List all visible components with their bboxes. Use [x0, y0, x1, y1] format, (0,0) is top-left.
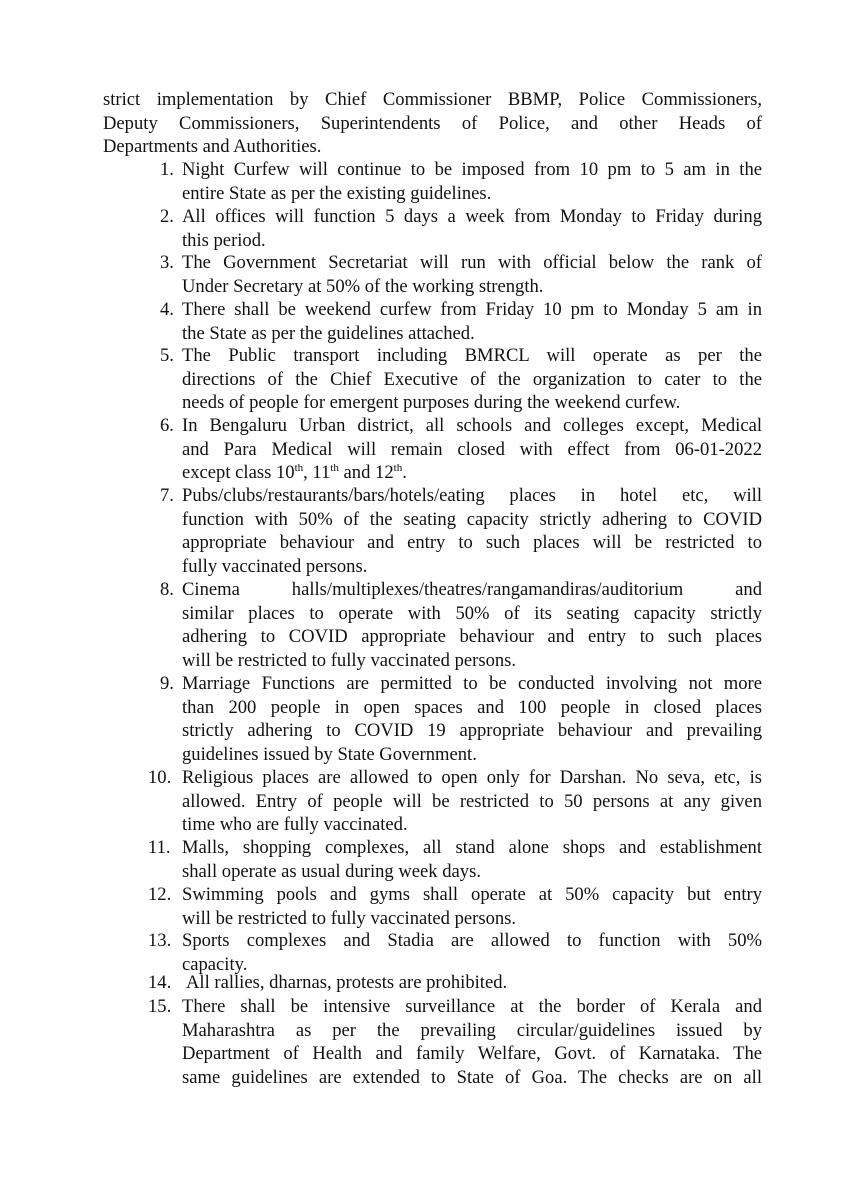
- list-item-line: Under Secretary at 50% of the working strength.: [182, 275, 544, 297]
- list-item-number: 12.: [148, 884, 172, 905]
- list-item-line: this period.: [182, 229, 266, 251]
- list-item-text: [182, 414, 762, 485]
- list-item-number: 10.: [148, 767, 172, 788]
- list-item-line: Sports complexes and Stadia are allowed to function with 50%: [182, 930, 762, 951]
- list-item-line: time who are fully vaccinated.: [182, 814, 408, 836]
- list-item-line: allowed. Entry of people will be restricted to 50 persons at any given: [182, 790, 762, 812]
- list-item-line: guidelines issued by State Government.: [182, 743, 477, 765]
- list-item-line: will be restricted to fully vaccinated persons.: [182, 649, 517, 671]
- superscript: th: [330, 462, 339, 474]
- list-item-line: Pubs/clubs/restaurants/bars/hotels/eating places in hotel etc, will: [182, 485, 762, 506]
- superscript: th: [393, 462, 403, 474]
- list-item-text: [182, 836, 762, 883]
- list-item-number: 1.: [160, 159, 174, 180]
- list-item-text: [182, 344, 762, 415]
- list-item-number: 11.: [148, 837, 171, 858]
- list-item-text: [182, 883, 762, 930]
- list-item-line: similar places to operate with 50% of its seating capacity strictly: [182, 602, 762, 624]
- list-item-line: will be restricted to fully vaccinated persons.: [182, 907, 517, 929]
- list-item-line: the State as per the guidelines attached.: [182, 322, 475, 344]
- list-item-number: 8.: [160, 579, 174, 600]
- list-item-text: [182, 158, 762, 205]
- list-item-line: adhering to COVID appropriate behaviour and entry to such places: [182, 626, 762, 648]
- list-item-line: shall operate as usual during week days.: [182, 860, 481, 882]
- list-item-number: 13.: [148, 930, 172, 951]
- class-prefix: except class 10: [182, 462, 295, 484]
- list-item-line: same guidelines are extended to State of Goa. The checks are on all: [182, 1066, 762, 1088]
- list-item-text: [182, 484, 762, 578]
- list-item-number: 5.: [160, 345, 174, 366]
- intro-paragraph: [103, 88, 762, 159]
- list-item-line: All offices will function 5 days a week from Monday to Friday during: [182, 206, 762, 227]
- list-item-text: [182, 205, 762, 252]
- list-item-number: 6.: [160, 415, 174, 436]
- list-item-line: Night Curfew will continue to be imposed from 10 pm to 5 am in the: [182, 159, 762, 180]
- list-item-line: Religious places are allowed to open only for Darshan. No seva, etc, is: [182, 767, 762, 788]
- list-item-line: and Para Medical will remain closed with effect from 06-01-2022: [182, 438, 762, 460]
- list-item-line: The Public transport including BMRCL will operate as per the: [182, 345, 762, 366]
- list-item-line: There shall be intensive surveillance at the border of Kerala and: [182, 996, 762, 1017]
- list-item-line: In Bengaluru Urban district, all schools and colleges except, Medical: [182, 415, 762, 436]
- class-mid: , 11: [303, 462, 331, 484]
- list-item-line: appropriate behaviour and entry to such places will be restricted to: [182, 532, 762, 554]
- list-item-text: [182, 672, 762, 766]
- list-item-line: All rallies, dharnas, protests are prohibited.: [186, 972, 508, 993]
- list-item-line: [182, 461, 762, 485]
- class-suffix: .: [402, 462, 407, 484]
- list-item-number: 3.: [160, 252, 174, 273]
- list-item-line: Maharashtra as per the prevailing circular/guidelines issued by: [182, 1019, 762, 1041]
- list-item-number: 15.: [148, 996, 172, 1017]
- list-item-text: [182, 995, 762, 1089]
- list-item-line: than 200 people in open spaces and 100 people in closed places: [182, 696, 762, 718]
- list-item-line: directions of the Chief Executive of the organization to cater to the: [182, 368, 762, 390]
- class-mid: and 12: [338, 462, 394, 484]
- list-item-number: 2.: [160, 206, 174, 227]
- list-item-text: [182, 929, 762, 976]
- list-item-text: [182, 578, 762, 672]
- list-item-number: 4.: [160, 299, 174, 320]
- list-item-number: 7.: [160, 485, 174, 506]
- list-item-line: strictly adhering to COVID 19 appropriate behaviour and prevailing: [182, 720, 762, 742]
- list-item-text: [182, 251, 762, 298]
- intro-line: Departments and Authorities.: [103, 136, 322, 158]
- list-item-line: fully vaccinated persons.: [182, 555, 368, 577]
- list-item-line: There shall be weekend curfew from Friday 10 pm to Monday 5 am in: [182, 299, 762, 320]
- list-item-text: [186, 971, 766, 995]
- list-item-line: Swimming pools and gyms shall operate at 50% capacity but entry: [182, 884, 762, 905]
- list-item-line: The Government Secretariat will run with official below the rank of: [182, 252, 762, 273]
- list-item-text: [182, 766, 762, 837]
- list-item-number: 14.: [148, 972, 172, 993]
- superscript: th: [294, 462, 304, 474]
- list-item-line: needs of people for emergent purposes during the weekend curfew.: [182, 392, 681, 414]
- list-item-line: Marriage Functions are permitted to be conducted involving not more: [182, 673, 762, 694]
- intro-line: strict implementation by Chief Commissioner BBMP, Police Commissioners,: [103, 89, 762, 110]
- list-item-text: [182, 298, 762, 345]
- list-item-line: Malls, shopping complexes, all stand alone shops and establishment: [182, 837, 762, 858]
- list-item-line: Cinema halls/multiplexes/theatres/rangamandiras/auditorium and: [182, 579, 762, 600]
- list-item-line: capacity.: [182, 953, 248, 975]
- list-item-line: function with 50% of the seating capacity strictly adhering to COVID: [182, 508, 762, 530]
- list-item-line: entire State as per the existing guidelines.: [182, 182, 492, 204]
- list-item-number: 9.: [160, 673, 174, 694]
- intro-line: Deputy Commissioners, Superintendents of Police, and other Heads of: [103, 112, 762, 134]
- list-item-line: Department of Health and family Welfare, Govt. of Karnataka. The: [182, 1043, 762, 1065]
